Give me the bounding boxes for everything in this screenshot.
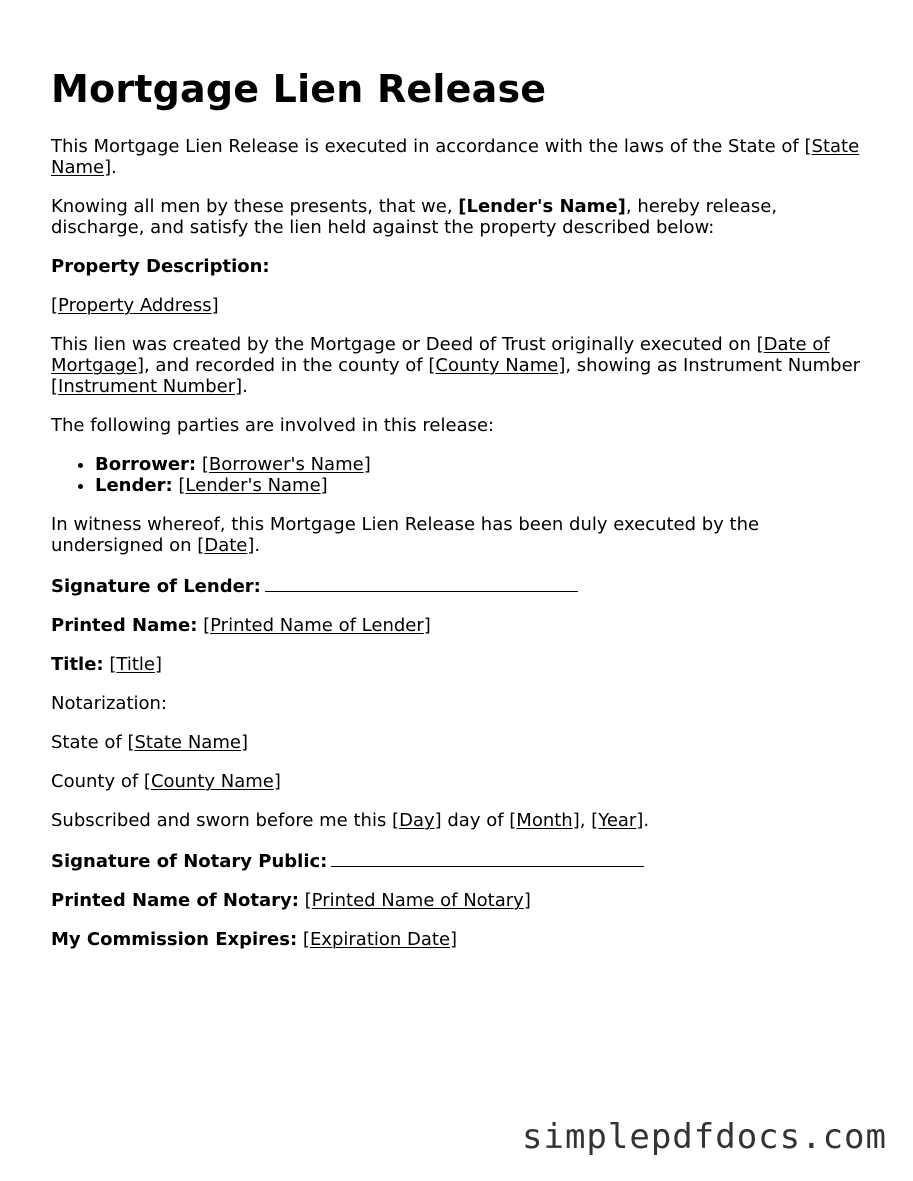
- sworn-text-1: Subscribed and sworn before me this [: [51, 810, 400, 831]
- sworn-text-4: ].: [636, 810, 650, 831]
- title-line: [51, 654, 861, 675]
- notarization-label: Notarization:: [51, 693, 167, 714]
- day-field: Day: [399, 810, 435, 831]
- party-borrower: [95, 454, 861, 475]
- bracket-open: [: [103, 654, 117, 675]
- party-label: Borrower:: [95, 454, 197, 475]
- bracket-open: [: [196, 454, 209, 475]
- property-heading: [51, 256, 861, 277]
- property-address-field: Property Address: [58, 295, 212, 316]
- bracket-close: ]: [523, 890, 531, 911]
- notary-county-line: [51, 771, 861, 792]
- bracket-close: ]: [450, 929, 458, 950]
- bracket-open: [: [298, 890, 312, 911]
- lender-name-bold: [Lender's Name]: [458, 196, 626, 217]
- notary-state-text: State of [: [51, 732, 135, 753]
- notary-printed-name-field: Printed Name of Notary: [311, 890, 524, 911]
- bracket-close: ]: [240, 732, 248, 753]
- title-label: Title:: [51, 654, 104, 675]
- title-field: Title: [116, 654, 155, 675]
- lender-signature-line: [51, 574, 861, 597]
- lien-origin-paragraph: [51, 334, 861, 397]
- document-title: Mortgage Lien Release: [51, 67, 547, 111]
- state-name-field: State Name: [51, 136, 860, 178]
- printed-name-lender-field: Printed Name of Lender: [210, 615, 424, 636]
- bracket-close: ]: [363, 454, 371, 475]
- notary-signature-blank: [331, 849, 644, 867]
- release-statement: [51, 196, 861, 238]
- bracket-close: ]: [423, 615, 431, 636]
- lien-text-2: ], and recorded in the county of [: [136, 355, 436, 376]
- parties-list: [51, 454, 861, 496]
- instrument-number-field: Instrument Number: [58, 376, 236, 397]
- lien-text-1: This lien was created by the Mortgage or Deed of Trust originally executed on [: [51, 334, 764, 355]
- date-of-mortgage-field: Date of Mortgage: [51, 334, 830, 376]
- party-label: Lender:: [95, 475, 173, 496]
- bracket-close: ]: [154, 654, 162, 675]
- intro-paragraph: [51, 136, 861, 178]
- year-field: Year: [598, 810, 637, 831]
- witness-text-end: ].: [247, 535, 261, 556]
- month-field: Month: [516, 810, 573, 831]
- property-heading-label: Property Description:: [51, 256, 270, 277]
- document-page: [51, 60, 861, 968]
- notary-county-text: County of [: [51, 771, 151, 792]
- release-text: Knowing all men by these presents, that we,: [51, 196, 459, 217]
- lien-text-3: ], showing as Instrument Number [: [51, 355, 861, 397]
- lien-text-4: ].: [235, 376, 248, 397]
- notary-printed-name-label: Printed Name of Notary:: [51, 890, 299, 911]
- lender-name-field: Lender's Name: [185, 475, 321, 496]
- lender-signature-label: Signature of Lender:: [51, 576, 261, 597]
- bracket-open: [: [297, 929, 310, 950]
- bracket-close: ]: [273, 771, 281, 792]
- release-text-end: , hereby release, discharge, and satisfy the lien held against the property described below:: [51, 196, 778, 238]
- bracket-close: ]: [320, 475, 328, 496]
- party-lender: [95, 475, 861, 496]
- notary-county-field: County Name: [150, 771, 274, 792]
- notary-state-field: State Name: [134, 732, 241, 753]
- expiration-date-field: Expiration Date: [309, 929, 451, 950]
- commission-line: [51, 929, 861, 950]
- commission-label: My Commission Expires:: [51, 929, 298, 950]
- notary-printed-name-line: [51, 890, 861, 911]
- notary-signature-line: [51, 849, 861, 872]
- bracket-open: [: [197, 615, 211, 636]
- printed-name-line: [51, 615, 861, 636]
- sworn-line: [51, 810, 861, 831]
- witness-text: In witness whereof, this Mortgage Lien Release has been duly executed by the undersigned on [: [51, 514, 760, 556]
- sworn-text-2: ] day of [: [434, 810, 517, 831]
- printed-name-label: Printed Name:: [51, 615, 198, 636]
- sworn-text-3: ], [: [572, 810, 599, 831]
- watermark-text: simplepdfdocs.com: [522, 1117, 887, 1157]
- parties-intro: The following parties are involved in this release:: [51, 415, 495, 436]
- notary-state-line: [51, 732, 861, 753]
- bracket-open: [: [51, 295, 59, 316]
- intro-text-end: ].: [104, 157, 117, 178]
- witness-date-field: Date: [204, 535, 248, 556]
- property-address-line: [51, 295, 861, 316]
- county-name-field: County Name: [435, 355, 559, 376]
- borrower-name-field: Borrower's Name: [208, 454, 364, 475]
- intro-text: This Mortgage Lien Release is executed in accordance with the laws of the State of [: [51, 136, 812, 157]
- witness-paragraph: [51, 514, 861, 556]
- bracket-close: ]: [211, 295, 219, 316]
- notary-signature-label: Signature of Notary Public:: [51, 851, 328, 872]
- bracket-open: [: [172, 475, 186, 496]
- lender-signature-blank: [265, 574, 578, 592]
